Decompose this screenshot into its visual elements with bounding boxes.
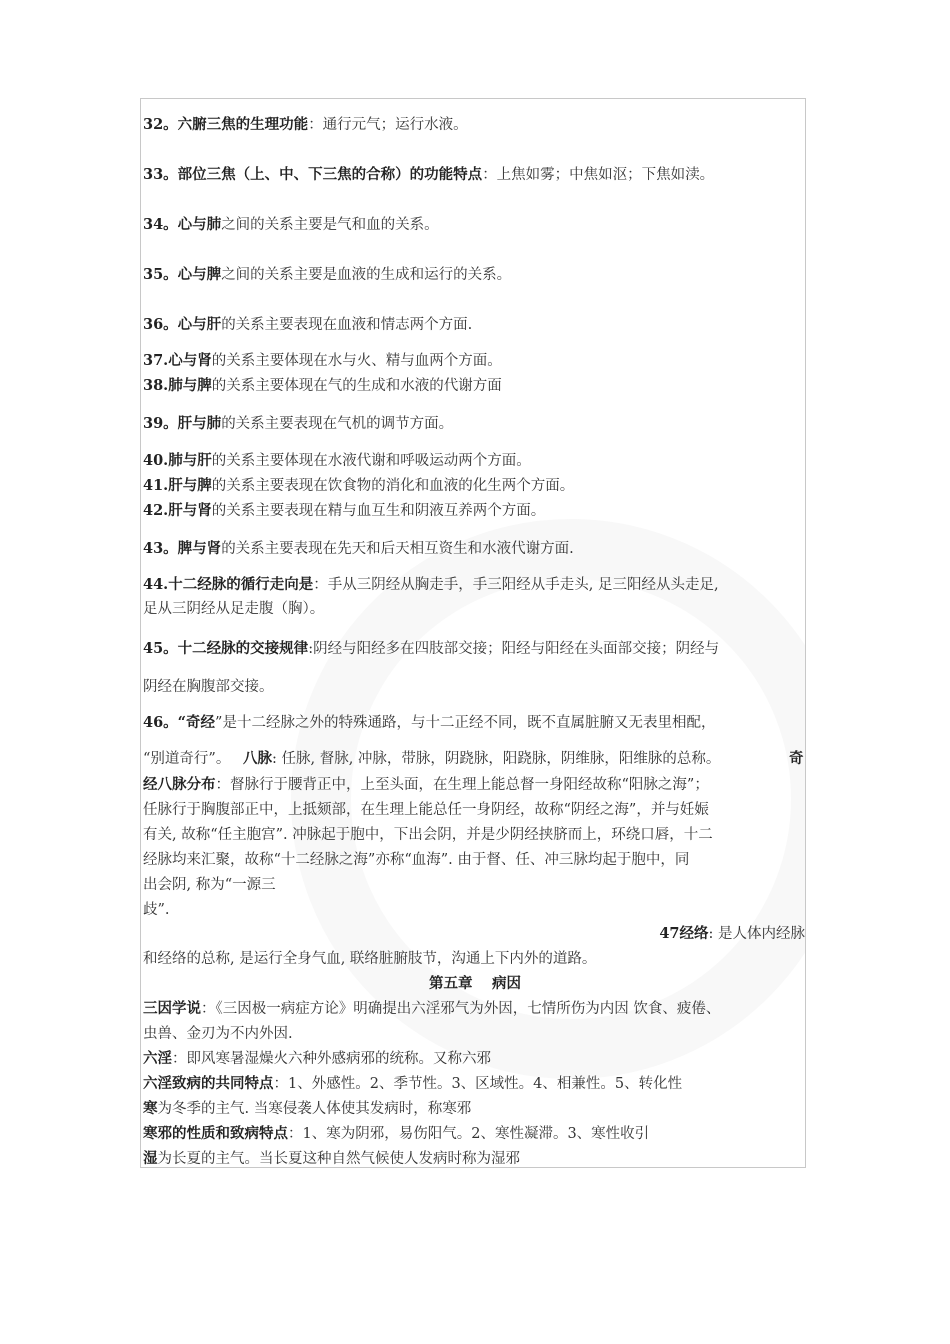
line-text: 的关系主要表现在饮食物的消化和血液的化生两个方面。 — [211, 478, 575, 494]
chapter-title: 第五章 病因 — [428, 975, 522, 992]
text-line — [143, 350, 502, 372]
han-line — [143, 1098, 471, 1120]
para46-bamai-line — [243, 748, 720, 770]
text-line — [143, 264, 511, 286]
hanxie-line — [143, 1123, 649, 1145]
item47-line — [143, 923, 805, 945]
line-text: ：上焦如雾；中焦如沤；下焦如渎。 — [482, 167, 715, 183]
line-text: 之间的关系主要是气和血的关系。 — [221, 217, 439, 233]
line-text: 的关系主要体现在水与火、精与血两个方面。 — [211, 353, 502, 369]
liuyin-line — [143, 1048, 491, 1070]
term-bold: 40.肺与肝 — [143, 452, 212, 469]
line-text: 经脉均来汇聚，故称“十二经脉之海”亦称“血海”. 由于督、任、冲三脉均起于胞中，同 — [143, 852, 690, 868]
term-bold: 41.肝与脾 — [143, 477, 212, 494]
text-line — [143, 375, 502, 397]
text-line — [143, 475, 574, 497]
line-text: 的关系主要表现在血液和情志两个方面. — [221, 317, 473, 333]
line-text: 有关, 故称“任主胞宫”. 冲脉起于胞中，下出会阴，并是少阴经挟脐而上，环绕口唇，十二 — [143, 827, 713, 843]
sanyin-term: 三因学说 — [143, 1000, 201, 1017]
line-text: ”是十二经脉之外的特殊通路，与十二正经不同，既不直属脏腑又无表里相配， — [215, 715, 716, 731]
text-line — [143, 676, 274, 698]
line-text: “别道奇行”。 — [143, 751, 231, 767]
liuyin-text: ：即风寒暑湿燥火六种外感病邪的统称。又称六邪 — [172, 1051, 491, 1067]
line-text: ：通行元气；运行水液。 — [308, 117, 468, 133]
text-line — [143, 314, 472, 336]
text-line — [143, 638, 719, 660]
line-text: 的关系主要表现在先天和后天相互资生和水液代谢方面. — [221, 541, 574, 557]
text-line — [143, 748, 230, 770]
sanyin-cont: 虫兽、金刃为不内外因. — [143, 1026, 293, 1042]
bamai-term: 八脉 — [243, 750, 272, 767]
liuyin-term: 六淫 — [143, 1050, 172, 1067]
line-text: 足从三阴经从足走腹（胸）。 — [143, 601, 325, 617]
term-bold: 35。心与脾 — [143, 266, 222, 283]
shi-line — [143, 1148, 520, 1170]
text-line — [143, 849, 689, 871]
han-text: 为冬季的主气. 当寒侵袭人体使其发病时，称寒邪 — [157, 1101, 472, 1117]
line-text: 的关系主要体现在水液代谢和呼吸运动两个方面。 — [211, 453, 531, 469]
term-bold: 37.心与肾 — [143, 352, 212, 369]
text-line — [143, 824, 713, 846]
fenbu-term: 经八脉分布 — [143, 776, 216, 793]
term-bold: 33。部位三焦（上、中、下三焦的合称）的功能特点 — [143, 166, 483, 183]
text-line — [143, 598, 324, 620]
line-text: 出会阴, 称为“一源三 — [143, 877, 276, 893]
term-bold: 32。六腑三焦的生理功能 — [143, 116, 309, 133]
text-line — [143, 500, 545, 522]
term-bold: 42.肝与肾 — [143, 502, 212, 519]
line-text: 任脉行于胸腹部正中，上抵颏部，在生理上能总任一身阴经，故称“阴经之海”，并与妊娠 — [143, 802, 709, 818]
term-bold: 34。心与肺 — [143, 216, 222, 233]
text-line — [143, 712, 715, 734]
shi-term: 湿 — [143, 1150, 158, 1167]
term-bold: 39。肝与肺 — [143, 415, 222, 432]
text-line — [143, 450, 531, 472]
sanyin-text: ：《三因极一病症方论》明确提出六淫邪气为外因，七情所伤为内因 饮食、疲倦、 — [201, 1001, 721, 1017]
line-text: 的关系主要表现在精与血互生和阴液互养两个方面。 — [211, 503, 546, 519]
han-term: 寒 — [143, 1100, 158, 1117]
bamai-text: : 任脉, 督脉, 冲脉，带脉，阴跷脉，阳跷脉，阴维脉，阳维脉的总称。 — [272, 751, 721, 767]
text-line — [143, 799, 709, 821]
term-bold: 45。十二经脉的交接规律 — [143, 640, 309, 657]
term-bold: 43。脾与肾 — [143, 540, 222, 557]
term-bold: 46。“奇经 — [143, 714, 216, 731]
line-text: 歧”. — [143, 902, 170, 918]
text-line — [143, 214, 439, 236]
term-bold: 36。心与肝 — [143, 316, 222, 333]
sanyin-line — [143, 998, 720, 1020]
text-line — [143, 413, 453, 435]
fenbu-line — [143, 774, 709, 796]
fenbu-text: ：督脉行于腰背正中，上至头面，在生理上能总督一身阳经故称“阳脉之海”； — [215, 777, 709, 793]
liuyin-tedian-line — [143, 1073, 682, 1095]
hanxie-text: ：1、寒为阴邪，易伤阳气。2、寒性凝滞。3、寒性收引 — [288, 1126, 650, 1142]
text-line — [143, 874, 276, 896]
liuyin-tedian-term: 六淫致病的共同特点 — [143, 1075, 274, 1092]
item47-text: : 是人体内经脉 — [708, 926, 805, 942]
qijing-bold: 奇 — [789, 750, 804, 767]
text-line — [143, 164, 714, 186]
line-text: 之间的关系主要是血液的生成和运行的关系。 — [221, 267, 512, 283]
term-bold: 44.十二经脉的循行走向是 — [143, 576, 314, 593]
line-text: 的关系主要体现在气的生成和水液的代谢方面 — [211, 378, 502, 394]
text-line — [143, 114, 468, 136]
text-line — [143, 574, 719, 596]
hanxie-term: 寒邪的性质和致病特点 — [143, 1125, 288, 1142]
item47-term: 47经络 — [659, 925, 709, 942]
term-bold: 38.肺与脾 — [143, 377, 212, 394]
item47-cont: 和经络的总称, 是运行全身气血, 联络脏腑肢节，沟通上下内外的道路。 — [143, 951, 597, 967]
line-text: ：手从三阴经从胸走手，手三阳经从手走头, 足三阳经从头走足, — [313, 577, 719, 593]
shi-text: 为长夏的主气。当长夏这种自然气候使人发病时称为湿邪 — [157, 1151, 520, 1167]
line-text: 的关系主要表现在气机的调节方面。 — [221, 416, 454, 432]
qijing-term-start — [789, 748, 804, 770]
liuyin-tedian-text: ：1、外感性。2、季节性。3、区域性。4、相兼性。5、转化性 — [273, 1076, 683, 1092]
line-text: 阴经在胸腹部交接。 — [143, 679, 274, 695]
line-text: :阴经与阳经多在四肢部交接；阳经与阳经在头面部交接；阴经与 — [308, 641, 720, 657]
text-line — [143, 899, 170, 921]
text-line — [143, 538, 574, 560]
